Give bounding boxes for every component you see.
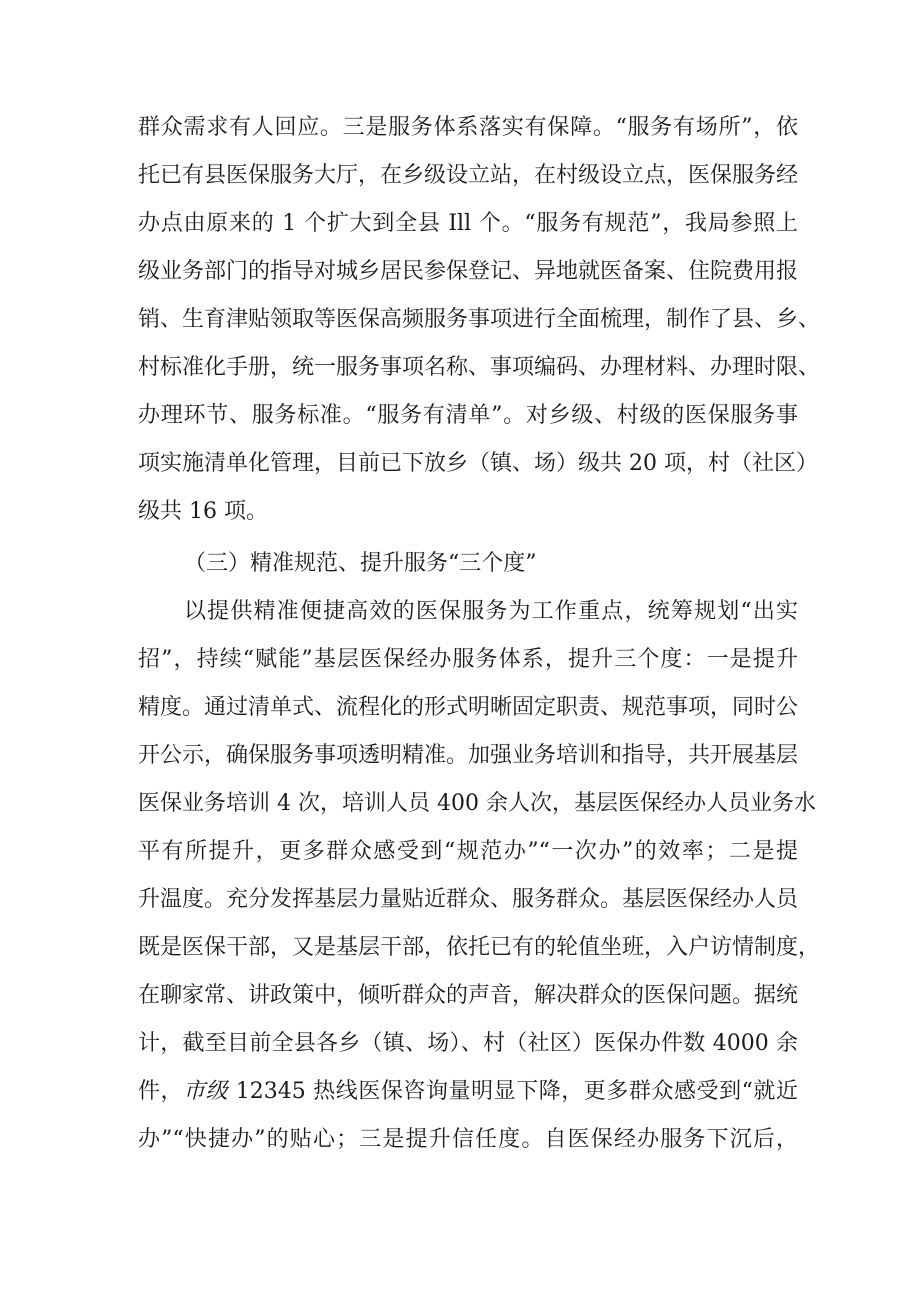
text-line: 项实施清单化管理，目前已下放乡（镇、场）级共 20 项，村（社区） bbox=[138, 451, 818, 476]
text-line: 托已有县医保服务大厅，在乡级设立站，在村级设立点，医保服务经 bbox=[138, 163, 799, 188]
text-segment: 12345 热线医保咨询量明显下降，更多群众感受到“就近 bbox=[228, 1079, 798, 1104]
section-heading: （三）精准规范、提升服务“三个度” bbox=[184, 551, 537, 576]
text-segment: 件， bbox=[138, 1079, 184, 1104]
text-line: 级共 16 项。 bbox=[138, 499, 268, 524]
text-line: 级业务部门的指导对城乡居民参保登记、异地就医备案、住院费用报 bbox=[138, 259, 799, 284]
text-line: 以提供精准便捷高效的医保服务为工作重点，统筹规划“出实 bbox=[184, 599, 798, 624]
text-line: 招”，持续“赋能”基层医保经办服务体系，提升三个度：一是提升 bbox=[138, 647, 798, 672]
text-line: 既是医保干部，又是基层干部，依托已有的轮值坐班，入户访情制度， bbox=[138, 935, 821, 960]
text-line: 升温度。充分发挥基层力量贴近群众、服务群众。基层医保经办人员 bbox=[138, 887, 799, 912]
text-line: 在聊家常、讲政策中，倾听群众的声音，解决群众的医保问题。据统 bbox=[138, 983, 799, 1008]
italic-text-segment: 市级 bbox=[183, 1079, 229, 1104]
text-line: 群众需求有人回应。三是服务体系落实有保障。“服务有场所”，依 bbox=[138, 115, 798, 140]
text-line: 精度。通过清单式、流程化的形式明晰固定职责、规范事项，同时公 bbox=[138, 695, 799, 720]
text-line: 开公示，确保服务事项透明精准。加强业务培训和指导，共开展基层 bbox=[138, 743, 799, 768]
text-line: 村标准化手册，统一服务事项名称、事项编码、办理材料、办理时限、 bbox=[138, 355, 821, 380]
text-line: 办点由原来的 1 个扩大到全县 Ill 个。“服务有规范”，我局参照上 bbox=[138, 211, 798, 236]
text-line: 办理环节、服务标准。“服务有清单”。对乡级、村级的医保服务事 bbox=[138, 403, 798, 428]
text-line bbox=[138, 1068, 798, 1116]
text-line: 平有所提升，更多群众感受到“规范办”“一次办”的效率；二是提 bbox=[138, 839, 798, 864]
text-line: 销、生育津贴领取等医保高频服务事项进行全面梳理，制作了县、乡、 bbox=[138, 307, 821, 332]
text-line: 医保业务培训 4 次，培训人员 400 余人次，基层医保经办人员业务水 bbox=[138, 791, 816, 816]
text-line: 办”“快捷办”的贴心；三是提升信任度。自医保经办服务下沉后， bbox=[138, 1127, 798, 1152]
text-line: 计，截至目前全县各乡（镇、场）、村（社区）医保办件数 4000 余 bbox=[138, 1031, 798, 1056]
